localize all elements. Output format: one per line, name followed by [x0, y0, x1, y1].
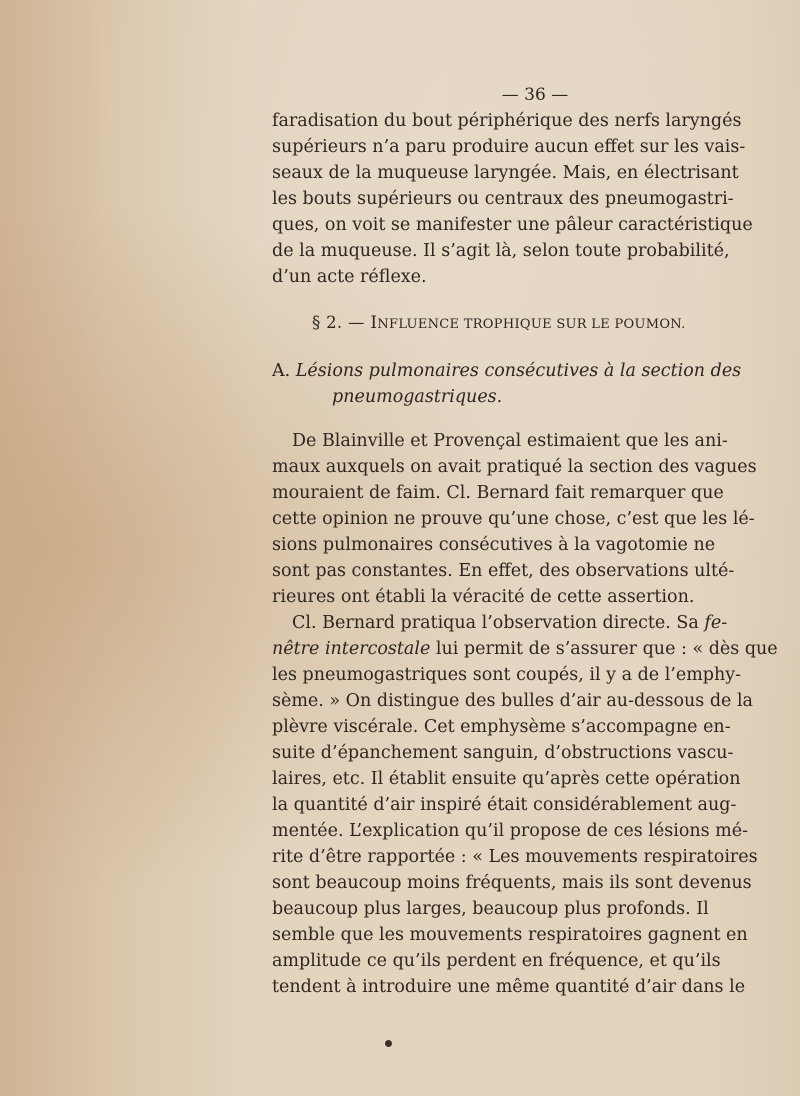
text-line: de la muqueuse. Il s’agit là, selon toute probabilité,	[272, 241, 730, 261]
text-line: faradisation du bout périphérique des nerfs laryngés	[272, 111, 742, 131]
ink-spot	[385, 1040, 392, 1047]
page-number: — 36 —	[501, 85, 569, 105]
text-line: rieures ont établi la véracité de cette assertion.	[272, 587, 695, 607]
subsection-heading	[272, 358, 742, 385]
text-line: beaucoup plus larges, beaucoup plus profonds. Il	[272, 899, 709, 919]
text-line: rite d’être rapportée : « Les mouvements respiratoires	[272, 847, 758, 867]
text-line: plèvre viscérale. Cet emphysème s’accompagne en-	[272, 717, 731, 737]
text-line: tendent à introduire une même quantité d’air dans le	[272, 977, 746, 997]
text-line: amplitude ce qu’ils perdent en fréquence, et qu’ils	[272, 951, 721, 971]
text-line: laires, etc. Il établit ensuite qu’après cette opération	[272, 769, 741, 789]
text-line	[292, 610, 728, 637]
text-line: semble que les mouvements respiratoires gagnent en	[272, 925, 748, 945]
section-heading-rest: NFLUENCE TROPHIQUE SUR LE POUMON.	[377, 317, 686, 332]
section-heading-initial: I	[370, 313, 378, 333]
text-segment: Cl. Bernard pratiqua l’observation directe. Sa	[292, 613, 699, 633]
text-line: maux auxquels on avait pratiqué la section des vagues	[272, 457, 757, 477]
text-line: sont pas constantes. En effet, des observations ulté-	[272, 561, 735, 581]
text-line: sions pulmonaires consécutives à la vagotomie ne	[272, 535, 716, 555]
section-heading	[312, 310, 708, 339]
text-line: cette opinion ne prouve qu’une chose, c’est que les lé-	[272, 509, 755, 529]
text-line: les bouts supérieurs ou centraux des pneumogastri-	[272, 189, 734, 209]
subsection-letter: A.	[272, 361, 291, 381]
text-line: les pneumogastriques sont coupés, il y a de l’emphy-	[272, 665, 742, 685]
text-line: De Blainville et Provençal estimaient que les ani-	[292, 431, 728, 451]
text-line: seaux de la muqueuse laryngée. Mais, en électrisant	[272, 163, 739, 183]
text-segment: lui permit de s’assurer que : « dès que	[435, 639, 778, 659]
text-segment-italic: fe-	[704, 613, 728, 633]
text-line	[272, 636, 778, 663]
text-line: supérieurs n’a paru produire aucun effet sur les vais-	[272, 137, 746, 157]
text-segment-italic: nêtre intercostale	[272, 639, 431, 659]
text-line: mentée. L’explication qu’il propose de ces lésions mé-	[272, 821, 749, 841]
text-line: sont beaucoup moins fréquents, mais ils sont devenus	[272, 873, 752, 893]
subsection-title-line1: Lésions pulmonaires consécutives à la section des	[295, 361, 742, 381]
section-heading-prefix: § 2. —	[312, 313, 371, 332]
text-line: d’un acte réflexe.	[272, 267, 427, 287]
text-line: ques, on voit se manifester une pâleur caractéristique	[272, 215, 753, 235]
text-line: la quantité d’air inspiré était considérablement aug-	[272, 795, 737, 815]
text-line: mouraient de faim. Cl. Bernard fait remarquer que	[272, 483, 724, 503]
text-line: suite d’épanchement sanguin, d’obstructions vascu-	[272, 743, 734, 763]
text-line: sème. » On distingue des bulles d’air au-dessous de la	[272, 691, 753, 711]
subsection-title-line2: pneumogastriques.	[332, 387, 503, 407]
